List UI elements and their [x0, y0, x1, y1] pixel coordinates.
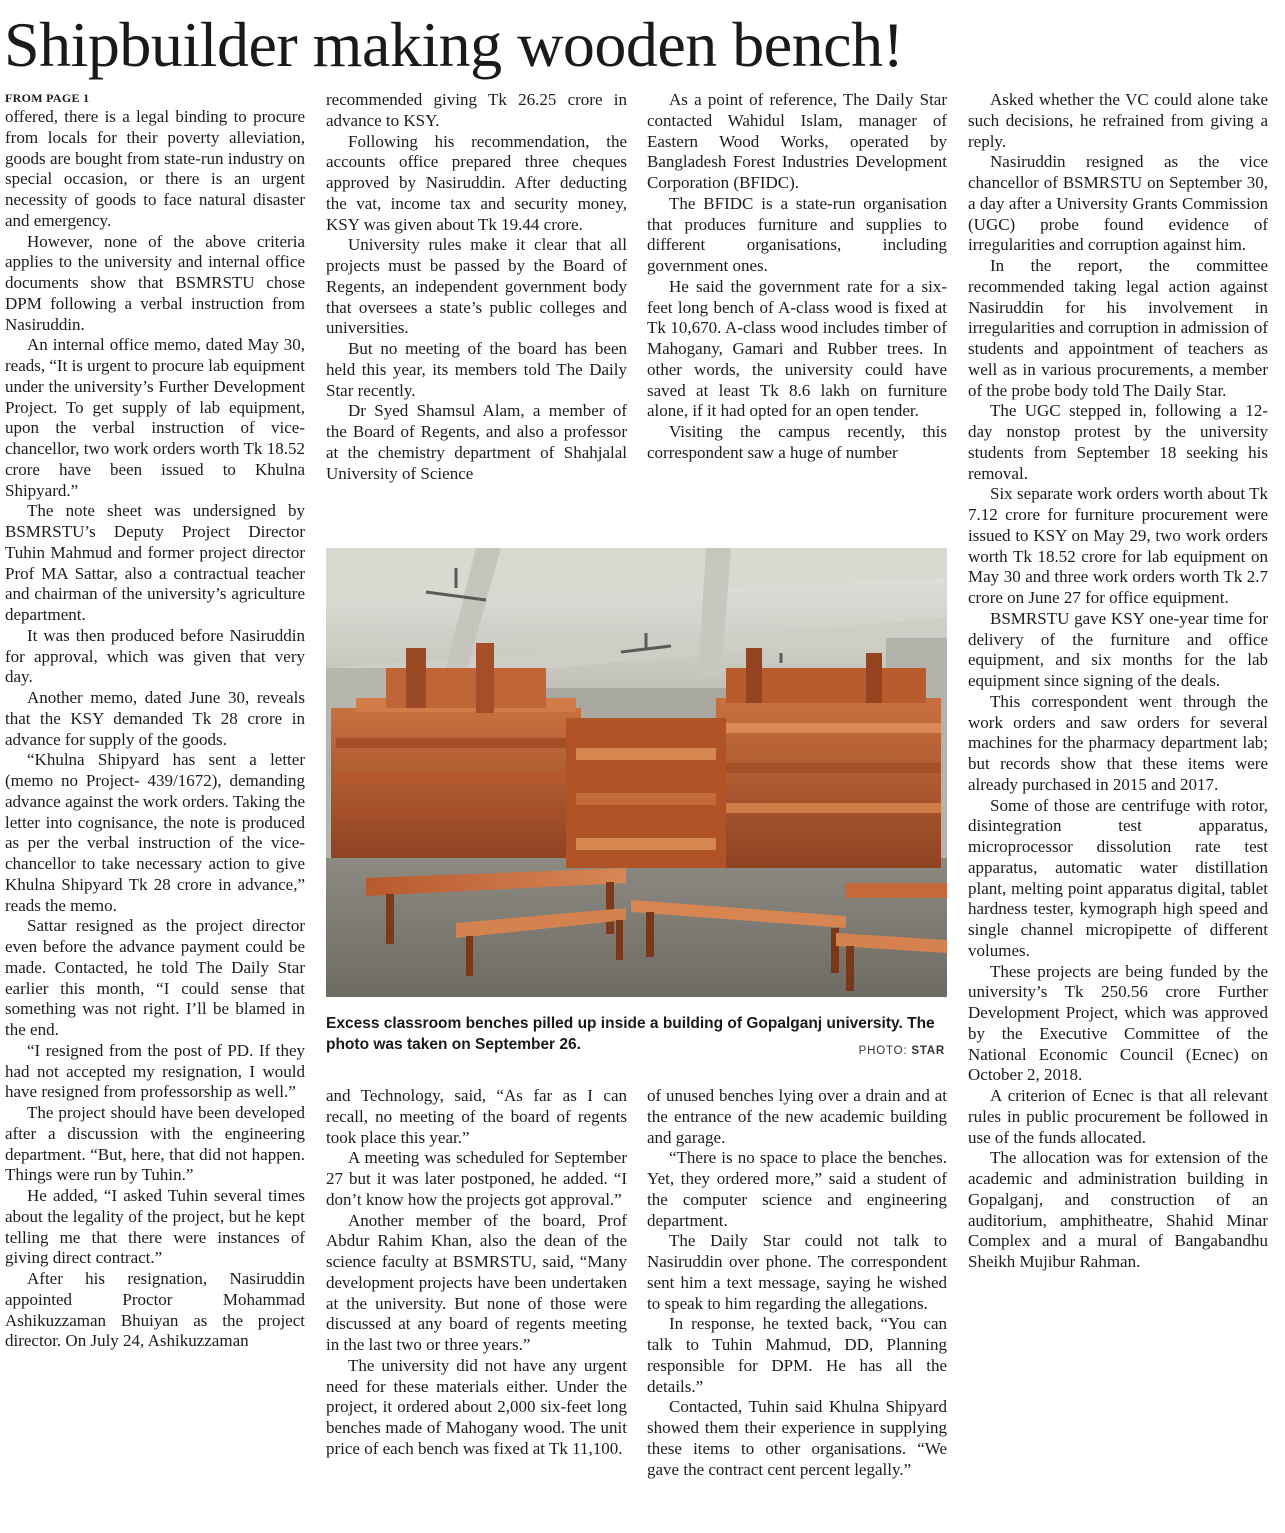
- paragraph: and Technology, said, “As far as I can recall, no meeting of the board of regents took place this year.”: [326, 1086, 627, 1147]
- paragraph: Six separate work orders worth about Tk 7.12 crore for furniture procurement were issued to KSY on May 29, two work orders worth Tk 18.52 crore for lab equipment on May 30 and three work orders worth Tk 2.7 crore on June 27 for office equipment.: [968, 484, 1268, 607]
- paragraph: Following his recommendation, the accounts office prepared three cheques approved by Nasiruddin. After deducting the vat, income tax and security money, KSY was given about Tk 19.44 crore.: [326, 131, 627, 234]
- paragraph: However, none of the above criteria applies to the university and internal office documents show that BSMRSTU chose DPM following a verbal instruction from Nasiruddin.: [5, 231, 305, 334]
- photo-caption: Excess classroom benches pilled up inside a building of Gopalganj university. The photo was taken on September 26.: [326, 1015, 935, 1053]
- paragraph: “There is no space to place the benches. Yet, they ordered more,” said a student of the computer science and engineering department.: [647, 1148, 947, 1230]
- paragraph: The project should have been developed after a discussion with the engineering department. “But, here, that did not happen. Things were run by Tuhin.”: [5, 1103, 305, 1185]
- column-2-bottom: [326, 1086, 627, 1530]
- paragraph: Another memo, dated June 30, reveals that the KSY demanded Tk 28 crore in advance for supply of the goods.: [5, 688, 305, 749]
- paragraph: offered, there is a legal binding to procure from locals for their poverty alleviation, goods are bought from state-run industry on special occasion, or there is an urgent necessity of goods to face natural disaster and emergency.: [5, 107, 305, 230]
- paragraph: An internal office memo, dated May 30, reads, “It is urgent to procure lab equipment under the university’s Further Development Project. To get supply of lab equipment, upon the verbal instruction of vice-chancellor, two work orders worth Tk 18.52 crore have been issued to Khulna Shipyard.”: [5, 335, 305, 500]
- paragraph: This correspondent went through the work orders and saw orders for several machines for the pharmacy department lab; but records show that these items were already purchased in 2015 and 2017.: [968, 691, 1268, 794]
- paragraph: As a point of reference, The Daily Star contacted Wahidul Islam, manager of Eastern Wood Works, operated by Bangladesh Forest Industries Development Corporation (BFIDC).: [647, 90, 947, 192]
- paragraph: It was then produced before Nasiruddin for approval, which was given that very day.: [5, 625, 305, 687]
- paragraph: The note sheet was undersigned by BSMRSTU’s Deputy Project Director Tuhin Mahmud and former project director Prof MA Sattar, also a contractual teacher and chairman of the university’s agriculture department.: [5, 501, 305, 624]
- paragraph: He added, “I asked Tuhin several times about the legality of the project, but he kept telling me that there were instances of giving direct contract.”: [5, 1186, 305, 1268]
- paragraph: The UGC stepped in, following a 12-day nonstop protest by the university students from September 18 seeking his removal.: [968, 401, 1268, 483]
- paragraph: But no meeting of the board has been held this year, its members told The Daily Star recently.: [326, 339, 627, 400]
- paragraph: Asked whether the VC could alone take such decisions, he refrained from giving a reply.: [968, 90, 1268, 151]
- column-2-top: [326, 90, 627, 530]
- paragraph: recommended giving Tk 26.25 crore in advance to KSY.: [326, 90, 627, 130]
- paragraph: These projects are being funded by the university’s Tk 250.56 crore Further Development Project, which was approved by the Executive Committee of the National Economic Council (Ecnec) on October 2, 2018.: [968, 961, 1268, 1085]
- paragraph: Dr Syed Shamsul Alam, a member of the Board of Regents, and also a professor at the chemistry department of Shahjalal University of Science: [326, 401, 627, 483]
- benches-photo-illustration: [326, 548, 947, 997]
- paragraph: The allocation was for extension of the academic and administration building in Gopalganj, and construction of an auditorium, amphitheatre, Shahid Minar Complex and a mural of Bangabandhu Sheikh Mujibur Rahman.: [968, 1148, 1268, 1271]
- paragraph: BSMRSTU gave KSY one-year time for delivery of the furniture and office equipment, and six months for the lab equipment since signing of the deals.: [968, 608, 1268, 690]
- jump-label: FROM PAGE 1: [5, 91, 90, 105]
- paragraph: Another member of the board, Prof Abdur Rahim Khan, also the dean of the science faculty at BSMRSTU, said, “Many development projects have been undertaken at the university. But none of those were discussed at any board of regents meeting in the last two or three years.”: [326, 1210, 627, 1354]
- paragraph: University rules make it clear that all projects must be passed by the Board of Regents, an independent government body that oversees a state’s public colleges and universities.: [326, 235, 627, 338]
- photo-credit-source: STAR: [911, 1045, 945, 1057]
- paragraph: of unused benches lying over a drain and at the entrance of the new academic building and garage.: [647, 1086, 947, 1147]
- paragraph: “Khulna Shipyard has sent a letter (memo no Project- 439/1672), demanding advance against the work orders. Taking the letter into cognisance, the note is produced as per the verbal instruction of the vice-chancellor to take necessary action to give Khulna Shipyard Tk 28 crore in advance,” reads the memo.: [5, 750, 305, 915]
- paragraph: After his resignation, Nasiruddin appointed Proctor Mohammad Ashikuzzaman Bhuiyan as the project director. On July 24, Ashikuzzaman: [5, 1269, 305, 1351]
- paragraph: Visiting the campus recently, this correspondent saw a huge of number: [647, 422, 947, 462]
- paragraph: The Daily Star could not talk to Nasiruddin over phone. The correspondent sent him a text message, saying he wished to speak to him regarding the allegations.: [647, 1231, 947, 1313]
- photo-credit-label: PHOTO:: [858, 1045, 908, 1057]
- column-4: [968, 90, 1268, 1530]
- paragraph: Nasiruddin resigned as the vice chancellor of BSMRSTU on September 30, a day after a University Grants Commission (UGC) probe found evidence of irregularities and corruption against him.: [968, 152, 1268, 255]
- paragraph: A criterion of Ecnec is that all relevant rules in public procurement be followed in use of the funds allocated.: [968, 1086, 1268, 1147]
- paragraph: Some of those are centrifuge with rotor, disintegration test apparatus, microprocessor dissolution rate test apparatus, automatic water distillation plant, melting point apparatus digital, tablet hardness tester, kymograph high speed and single channel micropipette of different volumes.: [968, 795, 1268, 960]
- column-1: [5, 107, 305, 1531]
- paragraph: The university did not have any urgent need for these materials either. Under the project, it ordered about 2,000 six-feet long benches made of Mahogany wood. The unit price of each bench was fixed at Tk 11,100.: [326, 1355, 627, 1458]
- paragraph: Sattar resigned as the project director even before the advance payment could be made. Contacted, he told The Daily Star earlier this month, “I could sense that something was not right. I’ll be blamed in the end.: [5, 916, 305, 1039]
- photo-credit: [859, 1045, 945, 1057]
- headline: Shipbuilder making wooden bench!: [4, 9, 904, 80]
- column-3-top: [647, 90, 947, 530]
- column-3-bottom: [647, 1086, 947, 1530]
- paragraph: In response, he texted back, “You can talk to Tuhin Mahmud, DD, Planning responsible for DPM. He has all the details.”: [647, 1314, 947, 1396]
- benches-photo: [326, 548, 947, 997]
- paragraph: Contacted, Tuhin said Khulna Shipyard showed them their experience in supplying these items to other organisations. “We gave the contract cent percent legally.”: [647, 1397, 947, 1479]
- paragraph: The BFIDC is a state-run organisation that produces furniture and supplies to different organisations, including government ones.: [647, 193, 947, 275]
- paragraph: A meeting was scheduled for September 27 but it was later postponed, he added. “I don’t know how the projects got approval.”: [326, 1148, 627, 1209]
- paragraph: “I resigned from the post of PD. If they had not accepted my resignation, I would have resigned from professorship as well.”: [5, 1040, 305, 1102]
- paragraph: In the report, the committee recommended taking legal action against Nasiruddin for his involvement in irregularities and corruption in admission of students and appointment of teachers as well as in various procurements, a member of the probe body told The Daily Star.: [968, 256, 1268, 400]
- paragraph: He said the government rate for a six-feet long bench of A-class wood is fixed at Tk 10,670. A-class wood includes timber of Mahogany, Gamari and Rubber trees. In other words, the university could have saved at least Tk 8.6 lakh on furniture alone, if it had opted for an open tender.: [647, 276, 947, 421]
